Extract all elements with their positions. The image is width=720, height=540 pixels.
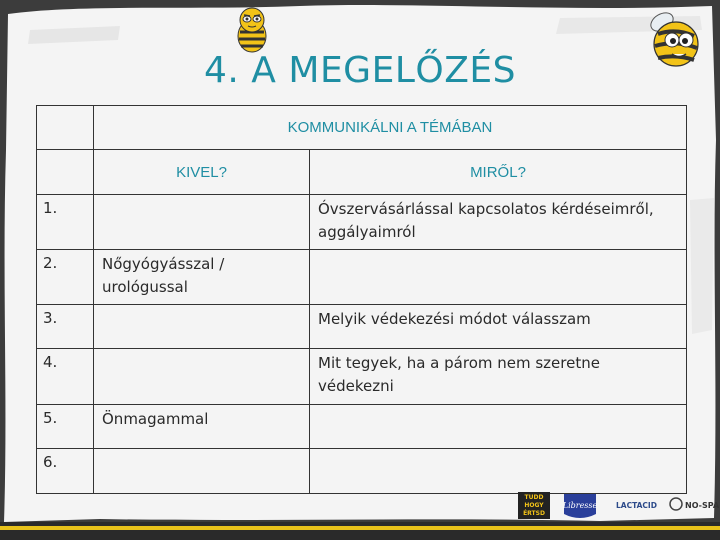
row-number: 3. (37, 305, 94, 349)
row-who (94, 349, 310, 405)
table-num-header-cell (37, 150, 94, 195)
table-header-row (37, 150, 687, 195)
footer-logos (516, 492, 720, 520)
row-what (310, 405, 687, 449)
table-row (37, 449, 687, 494)
table-group-header-row (37, 106, 687, 150)
slide-title: 4. A MEGELŐZÉS (204, 50, 516, 91)
row-number: 4. (37, 349, 94, 405)
row-what: Óvszervásárlással kapcsolatos kérdéseimről, aggályaimról (310, 195, 687, 250)
table-corner-cell (37, 106, 94, 150)
row-what (310, 449, 687, 494)
table-row (37, 195, 687, 250)
footer-bar (0, 522, 720, 540)
table-row (37, 405, 687, 449)
row-what: Mit tegyek, ha a párom nem szeretne védekezni (310, 349, 687, 405)
table-row (37, 349, 687, 405)
row-who (94, 305, 310, 349)
footer-stripe (0, 526, 720, 530)
no-spa-logo (670, 498, 720, 510)
logo1-line2: HOGY (524, 502, 544, 509)
row-what: Melyik védekezési módot válasszam (310, 305, 687, 349)
logo3-text: LACTACID (616, 501, 657, 510)
table-row (37, 250, 687, 305)
row-what (310, 250, 687, 305)
row-number: 1. (37, 195, 94, 250)
logo2-text: Libresse (562, 501, 598, 510)
table-row (37, 305, 687, 349)
row-who (94, 449, 310, 494)
table-group-header: KOMMUNIKÁLNI A TÉMÁBAN (94, 106, 687, 150)
bee-mascot-left-icon (228, 6, 278, 54)
row-number: 6. (37, 449, 94, 494)
row-who: Önmagammal (94, 405, 310, 449)
logo4-text: NO-SPA (685, 501, 720, 510)
logo1-line1: TUDD (524, 494, 544, 501)
row-number: 2. (37, 250, 94, 305)
communication-table (36, 105, 687, 494)
row-who (94, 195, 310, 250)
column-header-who: KIVEL? (94, 150, 310, 195)
tudd-hogy-ertsd-logo (518, 492, 550, 519)
libresse-logo (562, 494, 598, 518)
lactacid-logo (616, 501, 657, 510)
row-number: 5. (37, 405, 94, 449)
logo1-line3: ÉRTSD (523, 510, 545, 517)
column-header-what: MIRŐL? (310, 150, 687, 195)
row-who: Nőgyógyásszal / urológussal (94, 250, 310, 305)
